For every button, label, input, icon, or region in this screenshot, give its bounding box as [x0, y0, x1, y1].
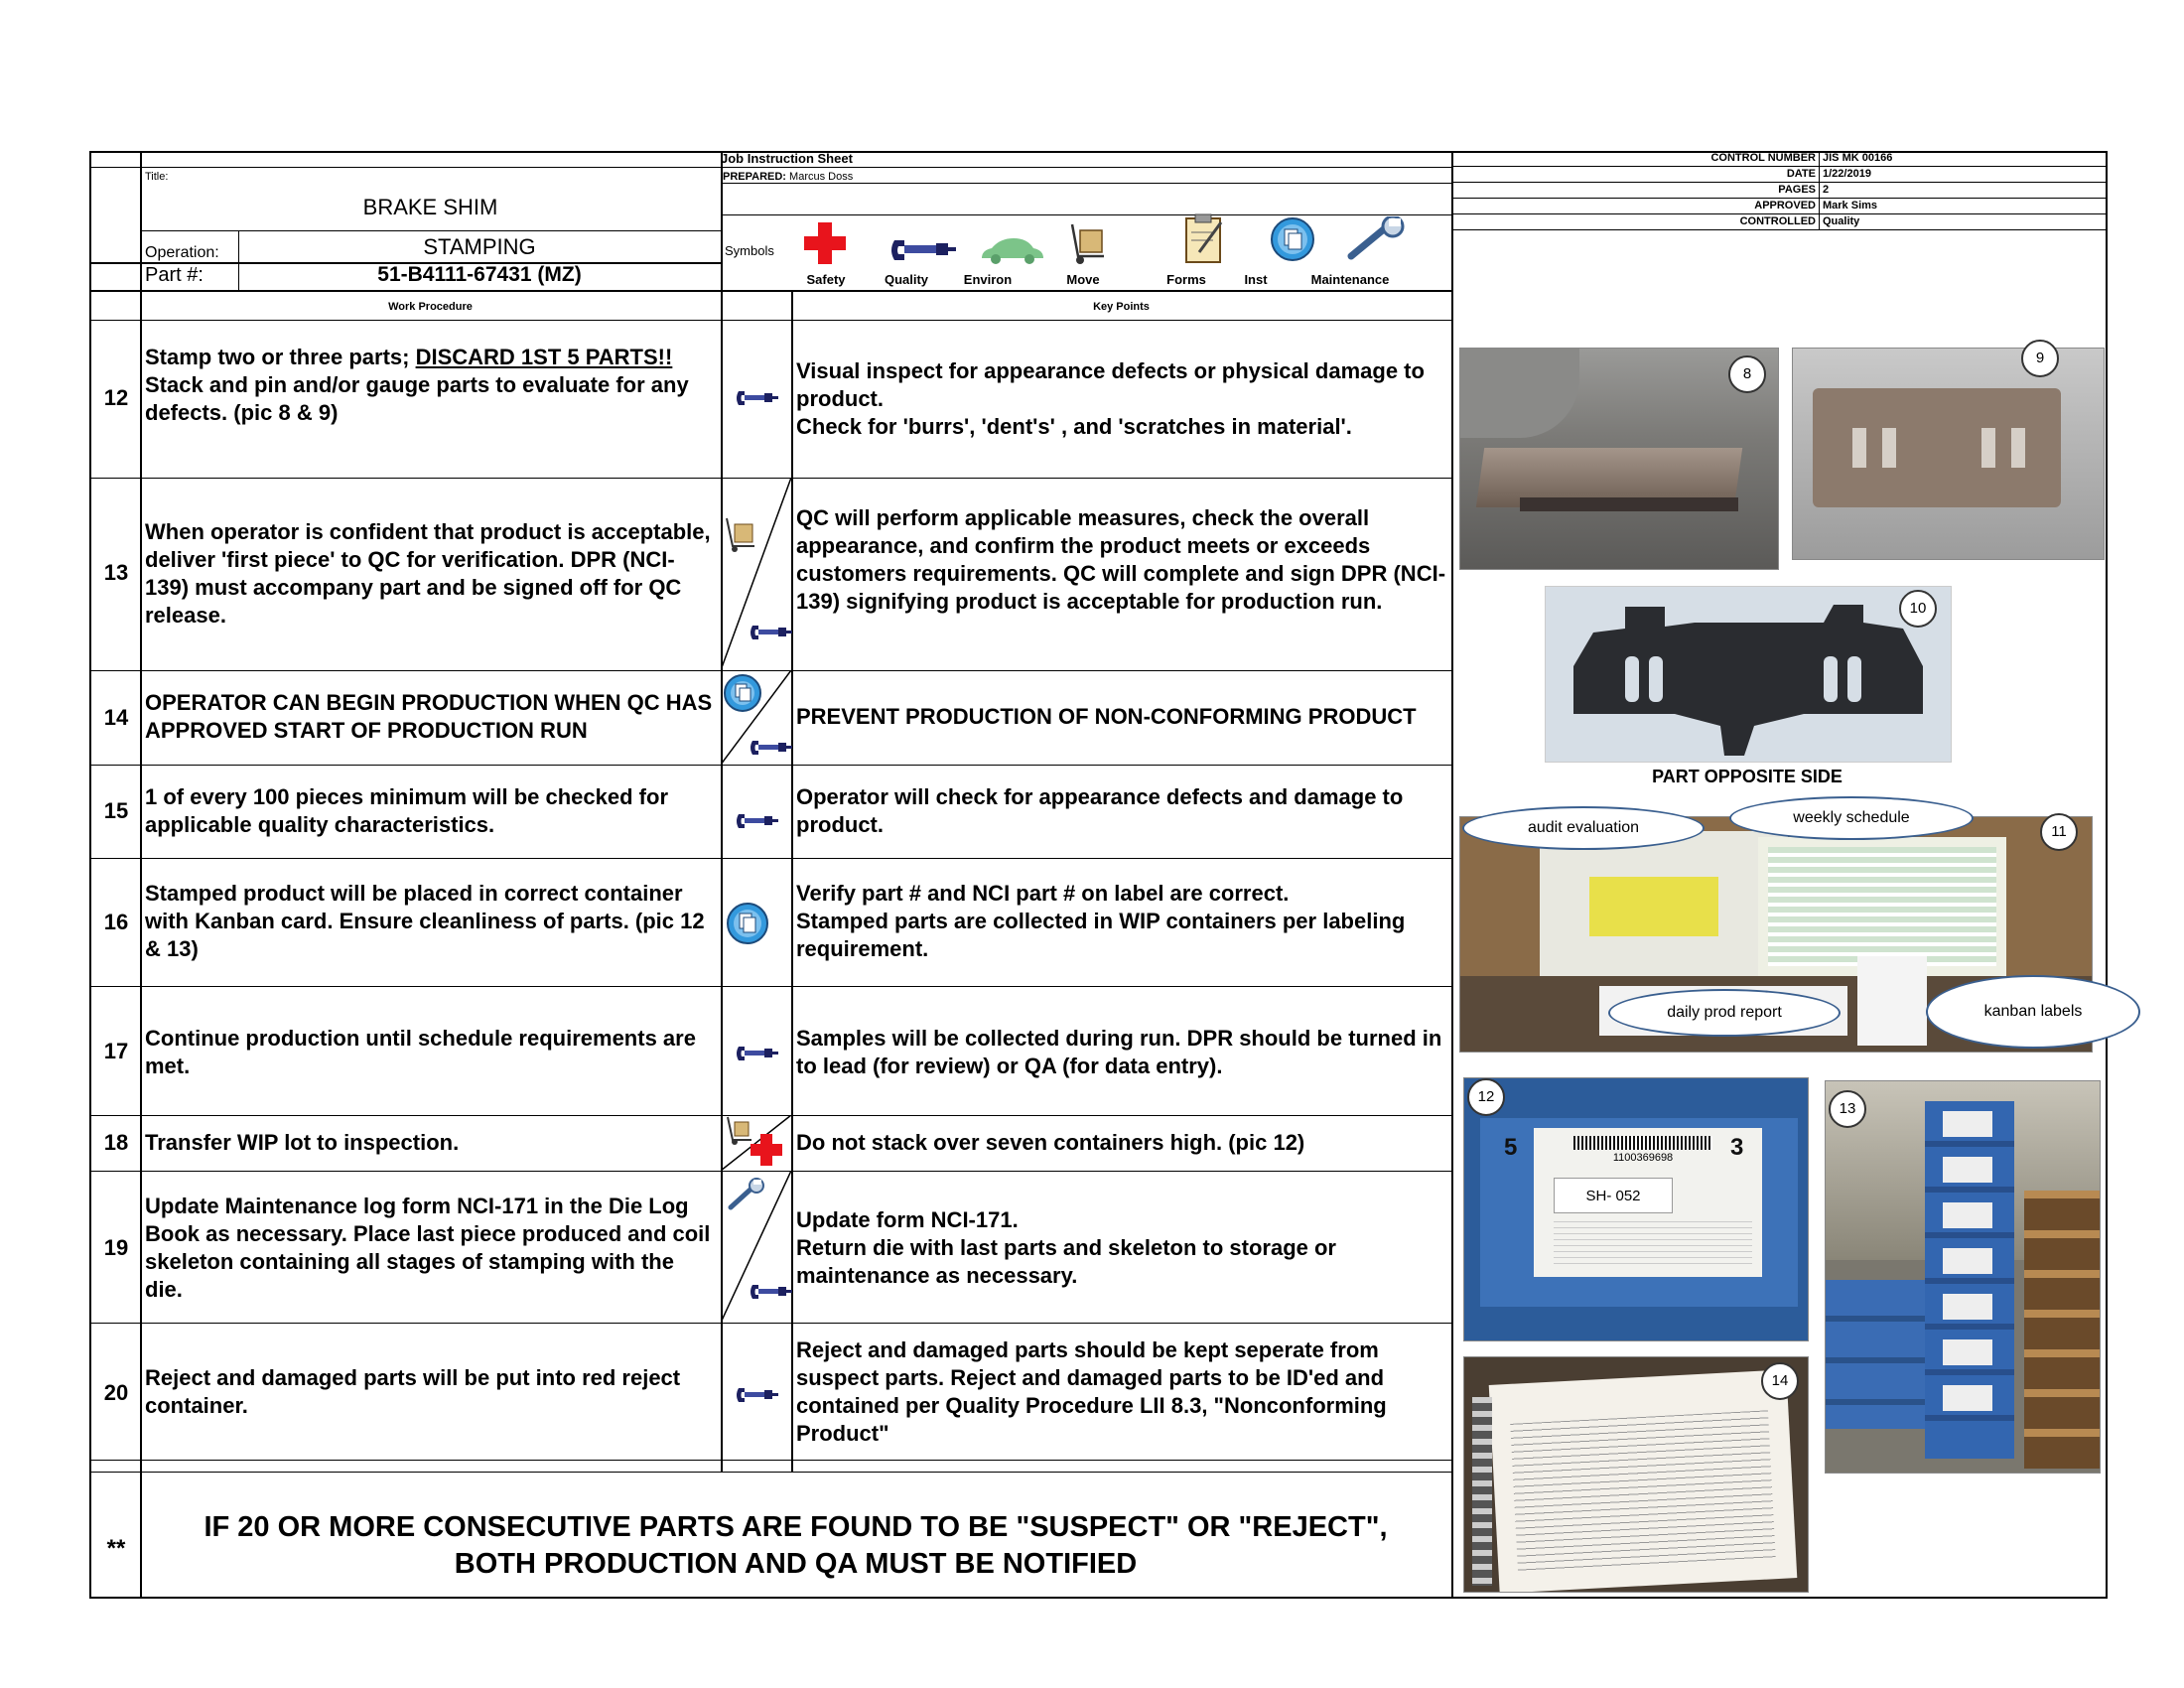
wrench-icon [727, 1178, 766, 1211]
clipboard-icon [1181, 212, 1227, 264]
photo-9-brake-shim-top [1792, 348, 2105, 560]
micrometer-icon [749, 1281, 792, 1303]
car-icon [978, 232, 1047, 268]
symbol-label-forms: Forms [1166, 272, 1206, 287]
step-number: 19 [103, 1235, 129, 1260]
callout-weekly-schedule: weekly schedule [1729, 796, 1974, 840]
control-number-label: CONTROL NUMBER [1710, 152, 1816, 164]
step-procedure: When operator is confident that product is acceptable, deliver 'first piece' to QC for verification. DPR (NCI-139) must accompany part and be signed off for QC release. [145, 519, 711, 628]
step-procedure: 1 of every 100 pieces minimum will be checked for applicable quality characteristics. [145, 784, 669, 837]
hand-truck-icon [723, 516, 758, 554]
step-key-point: Verify part # and NCI part # on label are correct. Stamped parts are collected in WIP containers per labeling requirement. [796, 881, 1406, 961]
pages-label: PAGES [1778, 184, 1816, 196]
step-key-point: Reject and damaged parts should be kept seperate from suspect parts. Reject and damaged parts to be ID'ed and contained per Quality Procedure LII 8.3, "Nonconforming Product" [796, 1337, 1387, 1446]
symbols-label: Symbols [725, 243, 774, 258]
operation-label: Operation: [145, 244, 219, 261]
container-number-5: 5 [1504, 1134, 1518, 1161]
footer-warning: IF 20 OR MORE CONSECUTIVE PARTS ARE FOUND TO BE "SUSPECT" OR "REJECT", BOTH PRODUCTION AND QA MUST BE NOTIFIED [204, 1511, 1388, 1580]
pages-value: 2 [1823, 184, 1830, 196]
date-value: 1/22/2019 [1823, 168, 1871, 180]
step-procedure: Continue production until schedule requirements are met. [145, 1026, 696, 1078]
step-key-point: Do not stack over seven containers high. (pic 12) [796, 1130, 1305, 1155]
step-number: 17 [103, 1039, 129, 1063]
safety-cross-icon [802, 220, 848, 266]
symbol-label-inst: Inst [1244, 272, 1268, 287]
photo-badge: 9 [2021, 340, 2059, 377]
wrench-icon [1345, 216, 1415, 262]
photo-badge: 13 [1829, 1090, 1866, 1128]
step-key-point: QC will perform applicable measures, check the overall appearance, and confirm the product meets or exceeds customers requirements. QC will complete and sign DPR (NCI-139) signifying product is acceptable for production run. [796, 505, 1446, 614]
instruction-circle-icon [723, 673, 762, 713]
footer-marker: ** [106, 1535, 126, 1562]
step-number: 13 [103, 560, 129, 585]
step-key-point: PREVENT PRODUCTION OF NON-CONFORMING PRODUCT [796, 704, 1417, 729]
photo-10-caption: PART OPPOSITE SIDE [1652, 767, 1843, 786]
callout-kanban-labels: kanban labels [1926, 975, 2140, 1049]
symbol-label-safety: Safety [806, 272, 846, 287]
step-procedure: Reject and damaged parts will be put into red reject container. [145, 1365, 681, 1418]
step-number: 16 [103, 910, 129, 934]
instruction-circle-icon [726, 902, 769, 945]
date-label: DATE [1786, 168, 1816, 180]
hand-truck-icon [1064, 220, 1110, 266]
prepared-label: PREPARED: Marcus Doss [723, 171, 854, 183]
photo-14-die-log-book [1463, 1356, 1809, 1593]
micrometer-icon [749, 737, 792, 759]
photo-13-stacked-containers [1825, 1080, 2101, 1474]
micrometer-icon [735, 1384, 778, 1406]
sheet-title: Job Instruction Sheet [721, 151, 853, 166]
safety-cross-icon [749, 1132, 784, 1168]
photo-badge: 8 [1728, 355, 1766, 393]
micrometer-icon [887, 230, 956, 270]
symbol-label-environ: Environ [963, 272, 1013, 287]
document-title: BRAKE SHIM [362, 195, 498, 219]
photo-badge: 12 [1467, 1078, 1505, 1116]
part-number: 51-B4111-67431 (MZ) [377, 263, 582, 286]
callout-daily-prod-report: daily prod report [1608, 989, 1841, 1037]
step-number: 12 [103, 385, 129, 410]
step-key-point: Update form NCI-171. Return die with last parts and skeleton to storage or maintenance as necessary. [796, 1207, 1336, 1288]
micrometer-icon [735, 387, 778, 409]
kanban-tag: SH- 052 [1554, 1178, 1673, 1213]
step-number: 15 [103, 798, 129, 823]
step-procedure: OPERATOR CAN BEGIN PRODUCTION WHEN QC HAS APPROVED START OF PRODUCTION RUN [145, 690, 713, 743]
photo-badge: 11 [2040, 813, 2078, 851]
part-label: Part #: [145, 264, 204, 286]
step-procedure: Stamp two or three parts; DISCARD 1ST 5 PARTS!! Stack and pin and/or gauge parts to evaluate for any defects. (pic 8 & 9) [145, 345, 689, 425]
step-procedure: Update Maintenance log form NCI-171 in the Die Log Book as necessary. Place last piece produced and coil skeleton containing all stages of stamping with the die. [145, 1194, 711, 1302]
approved-label: APPROVED [1754, 200, 1816, 211]
controlled-label: CONTROLLED [1739, 215, 1816, 227]
symbol-label-quality: Quality [884, 272, 929, 287]
step-procedure: Transfer WIP lot to inspection. [145, 1130, 460, 1155]
work-procedure-header: Work Procedure [388, 301, 473, 313]
step-key-point: Visual inspect for appearance defects or physical damage to product. Check for 'burrs', 'dent's' , and 'scratches in material'. [796, 358, 1425, 439]
container-number-3: 3 [1730, 1134, 1744, 1161]
controlled-value: Quality [1823, 215, 1860, 227]
step-key-point: Samples will be collected during run. DPR should be turned in to lead (for review) or QA (for data entry). [796, 1026, 1442, 1078]
step-number: 18 [103, 1130, 129, 1155]
step-procedure: Stamped product will be placed in correct container with Kanban card. Ensure cleanliness of parts. (pic 12 & 13) [145, 881, 705, 961]
barcode-number: 1100369698 [1612, 1152, 1674, 1164]
step-key-point: Operator will check for appearance defects and damage to product. [796, 784, 1404, 837]
photo-badge: 10 [1899, 590, 1937, 628]
approved-value: Mark Sims [1823, 200, 1878, 211]
photo-badge: 14 [1761, 1362, 1799, 1400]
step-number: 14 [103, 705, 129, 730]
callout-audit-evaluation: audit evaluation [1462, 806, 1705, 850]
micrometer-icon [749, 622, 792, 643]
symbol-label-move: Move [1066, 272, 1100, 287]
photo-10-part-opposite-side [1545, 586, 1952, 763]
instruction-circle-icon [1270, 216, 1315, 262]
step-number: 20 [103, 1380, 129, 1405]
operation-value: STAMPING [423, 234, 536, 259]
photo-12-kanban-container [1463, 1077, 1809, 1341]
title-label: Title: [145, 171, 169, 183]
micrometer-icon [735, 810, 778, 832]
control-number: JIS MK 00166 [1823, 152, 1893, 164]
key-points-header: Key Points [1093, 301, 1150, 313]
micrometer-icon [735, 1043, 778, 1064]
symbol-label-maintenance: Maintenance [1310, 272, 1390, 287]
